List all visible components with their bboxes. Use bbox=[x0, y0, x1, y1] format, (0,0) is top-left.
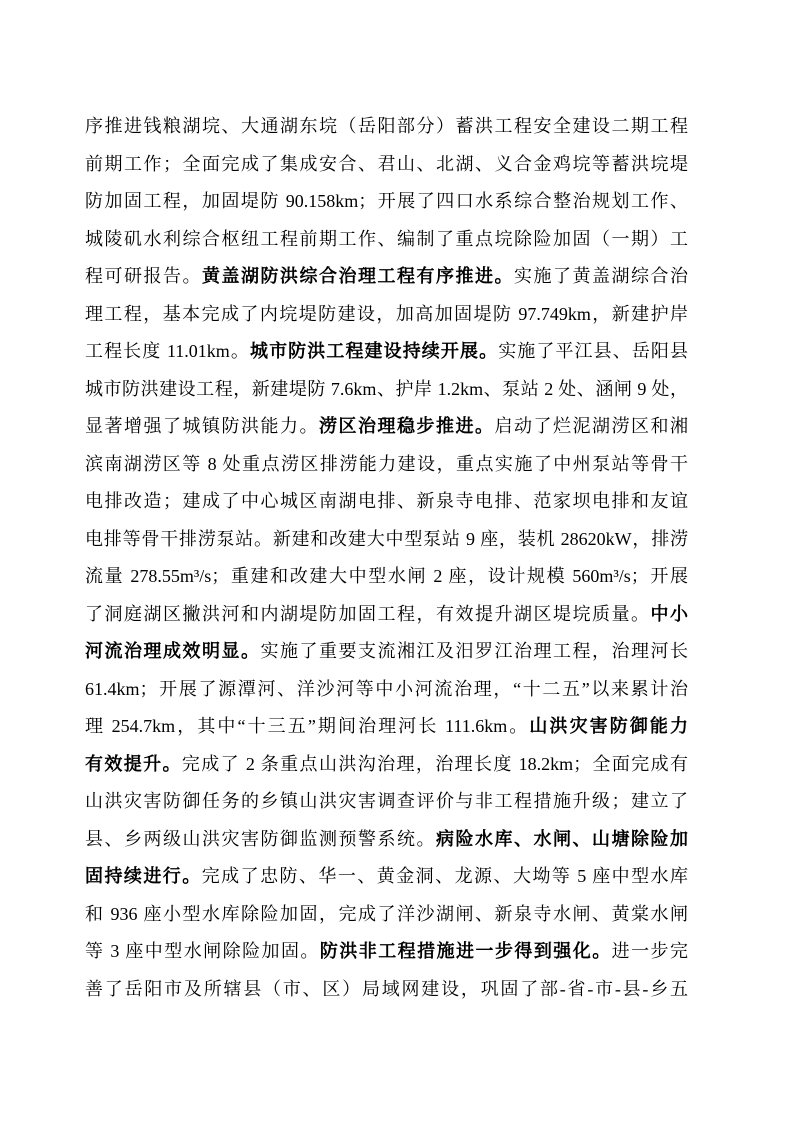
text-segment: 程可研报告。 bbox=[85, 266, 202, 286]
text-segment: 实施了平江县、岳阳县 bbox=[498, 341, 688, 361]
text-segment: 进一步完 bbox=[611, 941, 688, 961]
text-line-8 bbox=[85, 371, 688, 409]
text-line-20 bbox=[85, 821, 688, 859]
text-line-19 bbox=[85, 783, 688, 821]
text-line-13 bbox=[85, 558, 688, 596]
text-segment: 等 3 座中型水闸除险加固。 bbox=[85, 941, 320, 961]
text-segment: 电排改造；建成了中心城区南湖电排、新泉寺电排、范家坝电排和友谊 bbox=[85, 491, 688, 511]
bold-heading-segment: 山洪灾害防御能力 bbox=[529, 716, 688, 736]
text-line-3 bbox=[85, 183, 688, 221]
text-line-21 bbox=[85, 858, 688, 896]
text-line-2 bbox=[85, 146, 688, 184]
text-segment: 城市防洪建设工程，新建堤防 7.6km、护岸 1.2km、泵站 2 处、涵闸 9 处， bbox=[85, 378, 688, 399]
text-segment: 县、乡两级山洪灾害防御监测预警系统。 bbox=[85, 828, 436, 849]
text-segment: 61.4km；开展了源潭河、洋沙河等中小河流治理，“十二五”以来累计治 bbox=[85, 678, 688, 699]
text-segment: 完成了 2 条重点山洪沟治理，治理长度 18.2km；全面完成有 bbox=[181, 753, 688, 774]
text-line-17 bbox=[85, 708, 688, 746]
text-segment: 序推进钱粮湖垸、大通湖东垸（岳阳部分）蓄洪工程安全建设二期工程 bbox=[85, 116, 688, 136]
text-line-1 bbox=[85, 108, 688, 146]
text-line-5 bbox=[85, 258, 688, 296]
text-line-22 bbox=[85, 896, 688, 934]
text-line-23 bbox=[85, 933, 688, 971]
document-text-block bbox=[85, 108, 688, 1008]
text-line-7 bbox=[85, 333, 688, 371]
text-segment: 防加固工程，加固堤防 90.158km；开展了四口水系综合整治规划工作、 bbox=[85, 191, 688, 211]
bold-heading-segment: 黄盖湖防洪综合治理工程有序推进。 bbox=[202, 266, 514, 286]
text-line-18 bbox=[85, 746, 688, 784]
bold-heading-segment: 中小 bbox=[650, 603, 688, 624]
text-line-9 bbox=[85, 408, 688, 446]
bold-heading-segment: 城市防洪工程建设持续开展。 bbox=[249, 341, 499, 361]
text-segment: 滨南湖涝区等 8 处重点涝区排涝能力建设，重点实施了中州泵站等骨干 bbox=[85, 453, 688, 474]
text-segment: 山洪灾害防御任务的乡镇山洪灾害调查评价与非工程措施升级；建立了 bbox=[85, 791, 688, 811]
text-line-14 bbox=[85, 596, 688, 634]
bold-heading-segment: 病险水库、水闸、山塘除险加 bbox=[436, 828, 688, 849]
text-line-12 bbox=[85, 521, 688, 559]
text-segment: 实施了重要支流湘江及汨罗江治理工程，治理河长 bbox=[260, 641, 688, 661]
text-segment: 实施了黄盖湖综合治 bbox=[514, 266, 688, 286]
text-segment: 理 254.7km，其中“十三五”期间治理河长 111.6km。 bbox=[85, 716, 530, 736]
text-line-15 bbox=[85, 633, 688, 671]
text-segment: 城陵矶水利综合枢纽工程前期工作、编制了重点垸除险加固（一期）工 bbox=[85, 228, 688, 249]
text-line-10 bbox=[85, 446, 688, 484]
text-segment: 理工程，基本完成了内垸堤防建设，加高加固堤防 97.749km，新建护岸 bbox=[85, 303, 688, 324]
text-line-24 bbox=[85, 971, 688, 1009]
text-segment: 显著增强了城镇防洪能力。 bbox=[85, 416, 319, 436]
text-line-6 bbox=[85, 296, 688, 334]
text-line-16 bbox=[85, 671, 688, 709]
text-line-11 bbox=[85, 483, 688, 521]
text-segment: 善了岳阳市及所辖县（市、区）局域网建设，巩固了部-省-市-县-乡五 bbox=[85, 978, 688, 999]
text-segment: 工程长度 11.01km。 bbox=[85, 341, 250, 361]
bold-heading-segment: 防洪非工程措施进一步得到强化。 bbox=[319, 941, 612, 961]
bold-heading-segment: 河流治理成效明显。 bbox=[85, 641, 261, 661]
bold-heading-segment: 涝区治理稳步推进。 bbox=[319, 416, 495, 436]
text-segment: 了洞庭湖区撇洪河和内湖堤防加固工程，有效提升湖区堤垸质量。 bbox=[85, 603, 651, 624]
text-segment: 电排等骨干排涝泵站。新建和改建大中型泵站 9 座，装机 28620kW，排涝 bbox=[85, 528, 688, 549]
text-segment: 流量 278.55m³/s；重建和改建大中型水闸 2 座，设计规模 560m³/s；开展 bbox=[85, 566, 688, 586]
text-segment: 启动了烂泥湖涝区和湘 bbox=[494, 416, 688, 436]
text-line-4 bbox=[85, 221, 688, 259]
text-segment: 完成了忠防、华一、黄金洞、龙源、大坳等 5 座中型水库 bbox=[201, 866, 688, 886]
bold-heading-segment: 有效提升。 bbox=[85, 753, 182, 774]
text-segment: 和 936 座小型水库除险加固，完成了洋沙湖闸、新泉寺水闸、黄棠水闸 bbox=[85, 903, 688, 924]
bold-heading-segment: 固持续进行。 bbox=[85, 866, 202, 886]
text-segment: 前期工作；全面完成了集成安合、君山、北湖、义合金鸡垸等蓄洪垸堤 bbox=[85, 153, 688, 174]
